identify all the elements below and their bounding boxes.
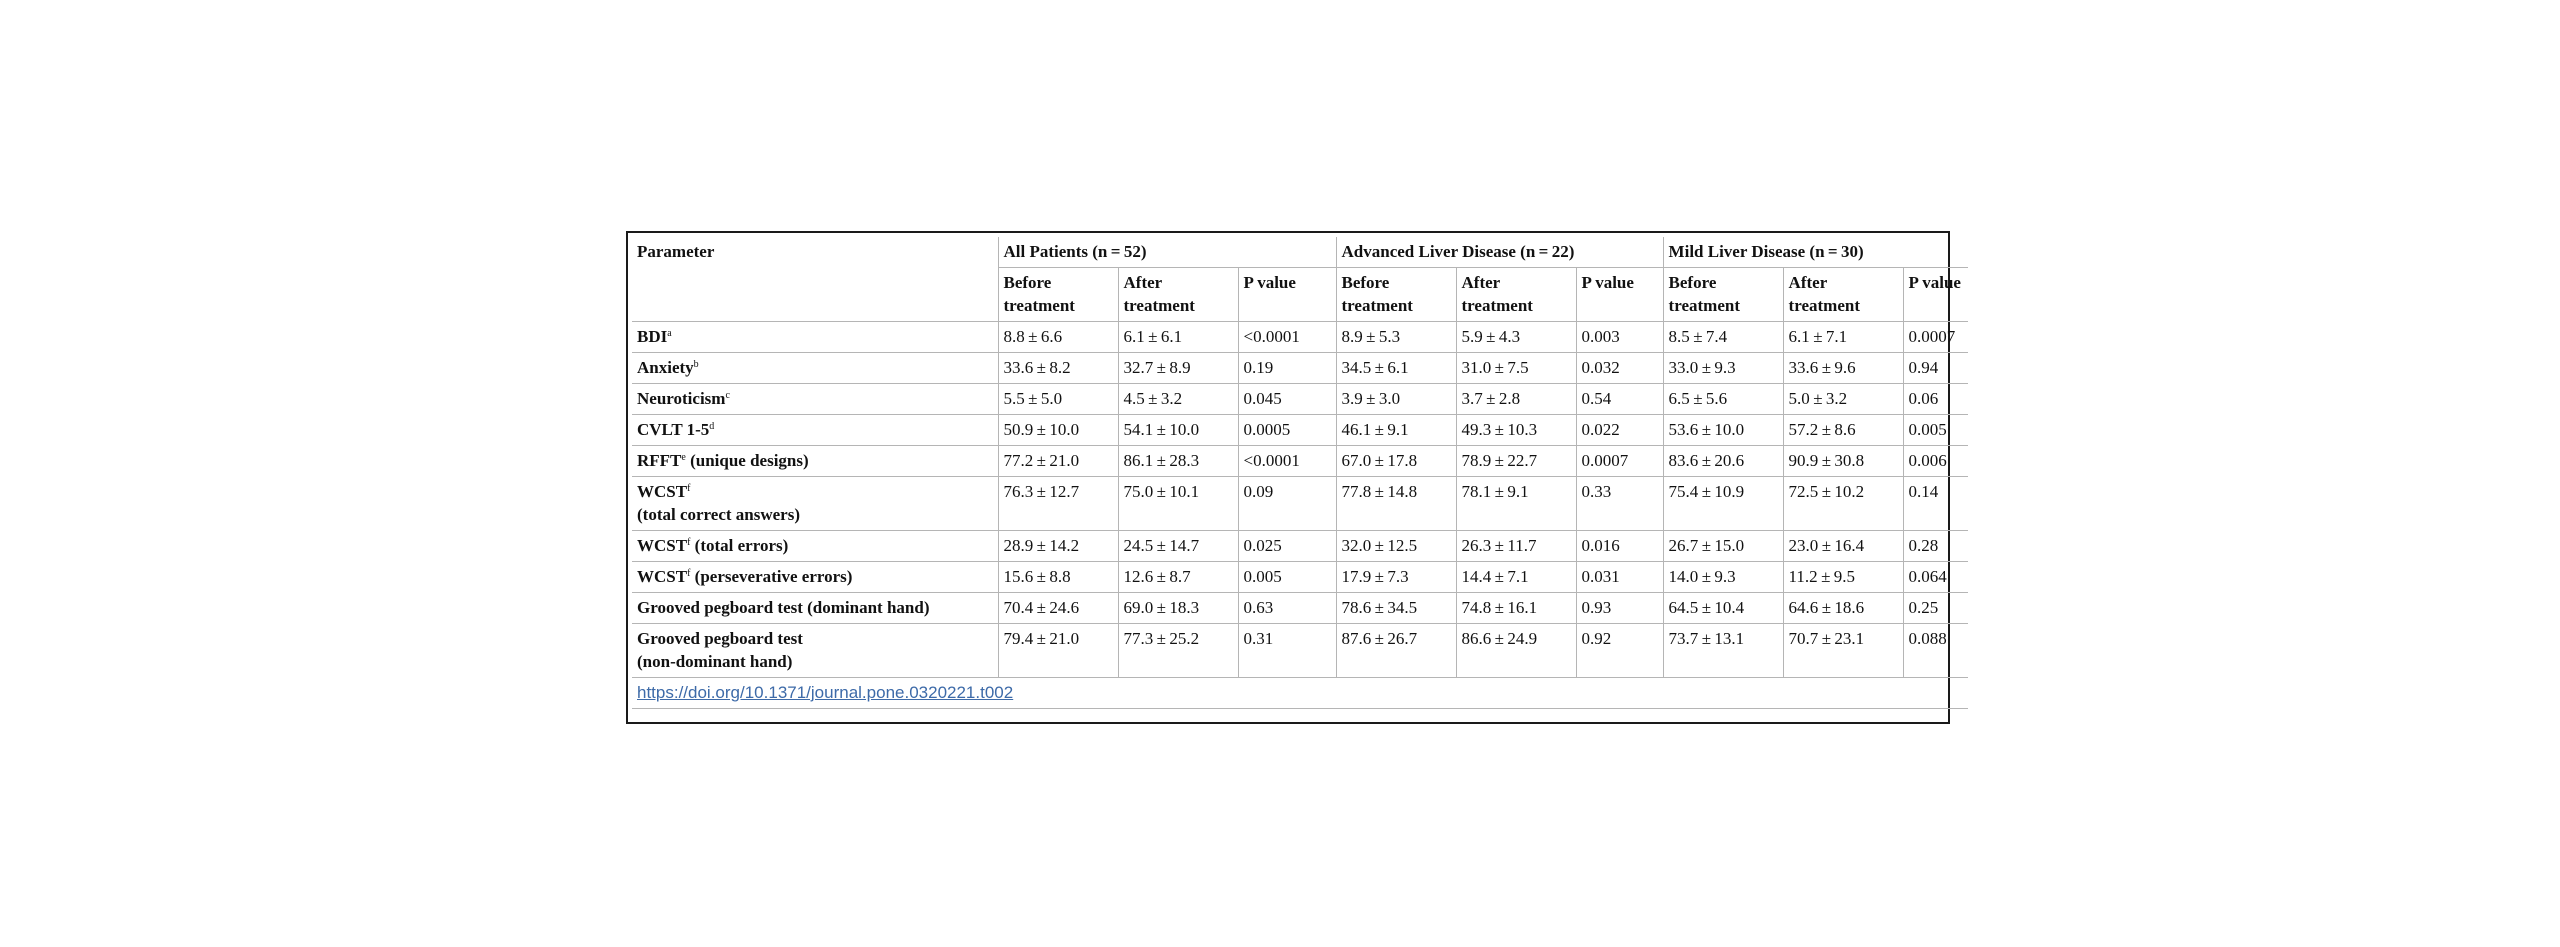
table-cell: 26.7 ± 15.0 xyxy=(1663,531,1783,562)
parameter-suffix: (perseverative errors) xyxy=(690,567,853,586)
table-cell: 83.6 ± 20.6 xyxy=(1663,446,1783,477)
footnote-marker: f xyxy=(687,483,691,494)
footnote-marker: e xyxy=(681,452,686,463)
table-cell: 0.022 xyxy=(1576,415,1663,446)
parameter-second-line: (total correct answers) xyxy=(637,505,801,524)
parameter-name: WCST xyxy=(637,536,688,555)
table-cell: 87.6 ± 26.7 xyxy=(1336,624,1456,678)
table-cell: 6.1 ± 7.1 xyxy=(1783,322,1903,353)
table-cell: 0.031 xyxy=(1576,562,1663,593)
column-header: P value xyxy=(1576,268,1663,322)
table-cell: 76.3 ± 12.7 xyxy=(998,477,1118,531)
table-cell: 0.14 xyxy=(1903,477,1968,531)
table-cell: <0.0001 xyxy=(1238,446,1336,477)
table-row xyxy=(632,624,1968,678)
table-cell: 78.1 ± 9.1 xyxy=(1456,477,1576,531)
table-cell: 78.6 ± 34.5 xyxy=(1336,593,1456,624)
doi-row xyxy=(632,678,1968,709)
parameter-suffix: (total errors) xyxy=(690,536,789,555)
table-cell: 77.3 ± 25.2 xyxy=(1118,624,1238,678)
parameter-name: WCST xyxy=(637,482,688,501)
table-cell: 77.8 ± 14.8 xyxy=(1336,477,1456,531)
parameter-name: RFFT xyxy=(637,451,682,470)
table-cell: 0.93 xyxy=(1576,593,1663,624)
table-cell: 0.016 xyxy=(1576,531,1663,562)
table-cell: 0.088 xyxy=(1903,624,1968,678)
table-cell: 5.5 ± 5.0 xyxy=(998,384,1118,415)
table-cell: 74.8 ± 16.1 xyxy=(1456,593,1576,624)
parameter-name: BDI xyxy=(637,327,668,346)
table-row xyxy=(632,415,1968,446)
table-cell: 64.6 ± 18.6 xyxy=(1783,593,1903,624)
table-cell: <0.0001 xyxy=(1238,322,1336,353)
parameter-cell xyxy=(632,322,998,353)
parameter-name: Grooved pegboard test (dominant hand) xyxy=(637,598,930,617)
table-cell: 0.92 xyxy=(1576,624,1663,678)
table-cell: 15.6 ± 8.8 xyxy=(998,562,1118,593)
parameter-name: Anxiety xyxy=(637,358,694,377)
table-cell: 73.7 ± 13.1 xyxy=(1663,624,1783,678)
parameter-cell xyxy=(632,624,998,678)
column-header: P value xyxy=(1238,268,1336,322)
table-frame xyxy=(626,231,1961,724)
column-header: After treatment xyxy=(1118,268,1238,322)
table-cell: 70.4 ± 24.6 xyxy=(998,593,1118,624)
table-cell: 6.1 ± 6.1 xyxy=(1118,322,1238,353)
footnote-marker: d xyxy=(709,421,715,432)
table-cell: 8.8 ± 6.6 xyxy=(998,322,1118,353)
table-cell: 4.5 ± 3.2 xyxy=(1118,384,1238,415)
table-cell: 0.06 xyxy=(1903,384,1968,415)
table-cell: 34.5 ± 6.1 xyxy=(1336,353,1456,384)
table-cell: 0.0005 xyxy=(1238,415,1336,446)
table-cell: 0.064 xyxy=(1903,562,1968,593)
table-cell: 78.9 ± 22.7 xyxy=(1456,446,1576,477)
table-cell: 5.9 ± 4.3 xyxy=(1456,322,1576,353)
column-header: Before treatment xyxy=(1663,268,1783,322)
table-cell: 24.5 ± 14.7 xyxy=(1118,531,1238,562)
table-cell: 75.0 ± 10.1 xyxy=(1118,477,1238,531)
doi-link[interactable]: https://doi.org/10.1371/journal.pone.0320221.t002 xyxy=(637,683,1014,702)
table-cell: 0.63 xyxy=(1238,593,1336,624)
parameter-second-line: (non-dominant hand) xyxy=(637,652,793,671)
table-cell: 14.0 ± 9.3 xyxy=(1663,562,1783,593)
table-cell: 3.7 ± 2.8 xyxy=(1456,384,1576,415)
table-cell: 79.4 ± 21.0 xyxy=(998,624,1118,678)
table-row xyxy=(632,531,1968,562)
parameter-cell xyxy=(632,531,998,562)
table-cell: 49.3 ± 10.3 xyxy=(1456,415,1576,446)
table-cell: 0.003 xyxy=(1576,322,1663,353)
parameter-cell xyxy=(632,384,998,415)
table-cell: 0.31 xyxy=(1238,624,1336,678)
table-cell: 57.2 ± 8.6 xyxy=(1783,415,1903,446)
group-header-all: All Patients (n = 52) xyxy=(998,237,1336,268)
parameter-header: Parameter xyxy=(632,237,998,322)
table-cell: 3.9 ± 3.0 xyxy=(1336,384,1456,415)
parameter-cell xyxy=(632,415,998,446)
table-cell: 75.4 ± 10.9 xyxy=(1663,477,1783,531)
table-cell: 32.0 ± 12.5 xyxy=(1336,531,1456,562)
parameter-cell xyxy=(632,562,998,593)
table-cell: 0.33 xyxy=(1576,477,1663,531)
table-cell: 0.19 xyxy=(1238,353,1336,384)
footnote-marker: c xyxy=(725,390,730,401)
group-header-mild: Mild Liver Disease (n = 30) xyxy=(1663,237,1968,268)
table-cell: 0.09 xyxy=(1238,477,1336,531)
table-cell: 0.28 xyxy=(1903,531,1968,562)
table-cell: 0.005 xyxy=(1238,562,1336,593)
table-cell: 0.005 xyxy=(1903,415,1968,446)
table-cell: 0.54 xyxy=(1576,384,1663,415)
footnote-marker: f xyxy=(687,537,691,548)
table-cell: 26.3 ± 11.7 xyxy=(1456,531,1576,562)
doi-cell xyxy=(632,678,1968,709)
table-row xyxy=(632,446,1968,477)
table-cell: 86.1 ± 28.3 xyxy=(1118,446,1238,477)
table-cell: 17.9 ± 7.3 xyxy=(1336,562,1456,593)
table-cell: 0.25 xyxy=(1903,593,1968,624)
parameter-cell xyxy=(632,353,998,384)
table-cell: 33.6 ± 9.6 xyxy=(1783,353,1903,384)
table-cell: 46.1 ± 9.1 xyxy=(1336,415,1456,446)
parameter-cell xyxy=(632,446,998,477)
table-cell: 50.9 ± 10.0 xyxy=(998,415,1118,446)
table-cell: 90.9 ± 30.8 xyxy=(1783,446,1903,477)
table-cell: 5.0 ± 3.2 xyxy=(1783,384,1903,415)
table-cell: 33.0 ± 9.3 xyxy=(1663,353,1783,384)
column-header: After treatment xyxy=(1456,268,1576,322)
table-cell: 67.0 ± 17.8 xyxy=(1336,446,1456,477)
table-cell: 77.2 ± 21.0 xyxy=(998,446,1118,477)
parameter-cell xyxy=(632,477,998,531)
table-row xyxy=(632,353,1968,384)
table-cell: 6.5 ± 5.6 xyxy=(1663,384,1783,415)
table-cell: 31.0 ± 7.5 xyxy=(1456,353,1576,384)
table-row xyxy=(632,322,1968,353)
footnote-marker: b xyxy=(693,359,699,370)
parameter-name: Neuroticism xyxy=(637,389,726,408)
table-row xyxy=(632,384,1968,415)
results-table xyxy=(632,237,1968,709)
column-header: P value xyxy=(1903,268,1968,322)
parameter-name: WCST xyxy=(637,567,688,586)
group-header-advanced: Advanced Liver Disease (n = 22) xyxy=(1336,237,1663,268)
table-cell: 11.2 ± 9.5 xyxy=(1783,562,1903,593)
table-cell: 0.006 xyxy=(1903,446,1968,477)
table-cell: 70.7 ± 23.1 xyxy=(1783,624,1903,678)
table-cell: 23.0 ± 16.4 xyxy=(1783,531,1903,562)
table-cell: 86.6 ± 24.9 xyxy=(1456,624,1576,678)
table-cell: 8.9 ± 5.3 xyxy=(1336,322,1456,353)
table-row xyxy=(632,562,1968,593)
table-cell: 0.0007 xyxy=(1903,322,1968,353)
parameter-cell xyxy=(632,593,998,624)
footnote-marker: a xyxy=(667,328,672,339)
table-cell: 54.1 ± 10.0 xyxy=(1118,415,1238,446)
table-cell: 0.045 xyxy=(1238,384,1336,415)
table-cell: 72.5 ± 10.2 xyxy=(1783,477,1903,531)
table-cell: 0.025 xyxy=(1238,531,1336,562)
table-cell: 14.4 ± 7.1 xyxy=(1456,562,1576,593)
table-cell: 8.5 ± 7.4 xyxy=(1663,322,1783,353)
parameter-suffix: (unique designs) xyxy=(685,451,809,470)
table-cell: 69.0 ± 18.3 xyxy=(1118,593,1238,624)
table-cell: 0.0007 xyxy=(1576,446,1663,477)
table-cell: 53.6 ± 10.0 xyxy=(1663,415,1783,446)
parameter-name: Grooved pegboard test xyxy=(637,629,803,648)
table-cell: 28.9 ± 14.2 xyxy=(998,531,1118,562)
table-row xyxy=(632,593,1968,624)
table-cell: 12.6 ± 8.7 xyxy=(1118,562,1238,593)
parameter-name: CVLT 1-5 xyxy=(637,420,710,439)
table-cell: 64.5 ± 10.4 xyxy=(1663,593,1783,624)
column-header: Before treatment xyxy=(998,268,1118,322)
table-body xyxy=(632,322,1968,678)
footnote-marker: f xyxy=(687,568,691,579)
table-cell: 32.7 ± 8.9 xyxy=(1118,353,1238,384)
table-row xyxy=(632,477,1968,531)
group-header-row xyxy=(632,237,1968,268)
column-header: Before treatment xyxy=(1336,268,1456,322)
table-cell: 0.94 xyxy=(1903,353,1968,384)
column-header: After treatment xyxy=(1783,268,1903,322)
table-cell: 0.032 xyxy=(1576,353,1663,384)
table-cell: 33.6 ± 8.2 xyxy=(998,353,1118,384)
